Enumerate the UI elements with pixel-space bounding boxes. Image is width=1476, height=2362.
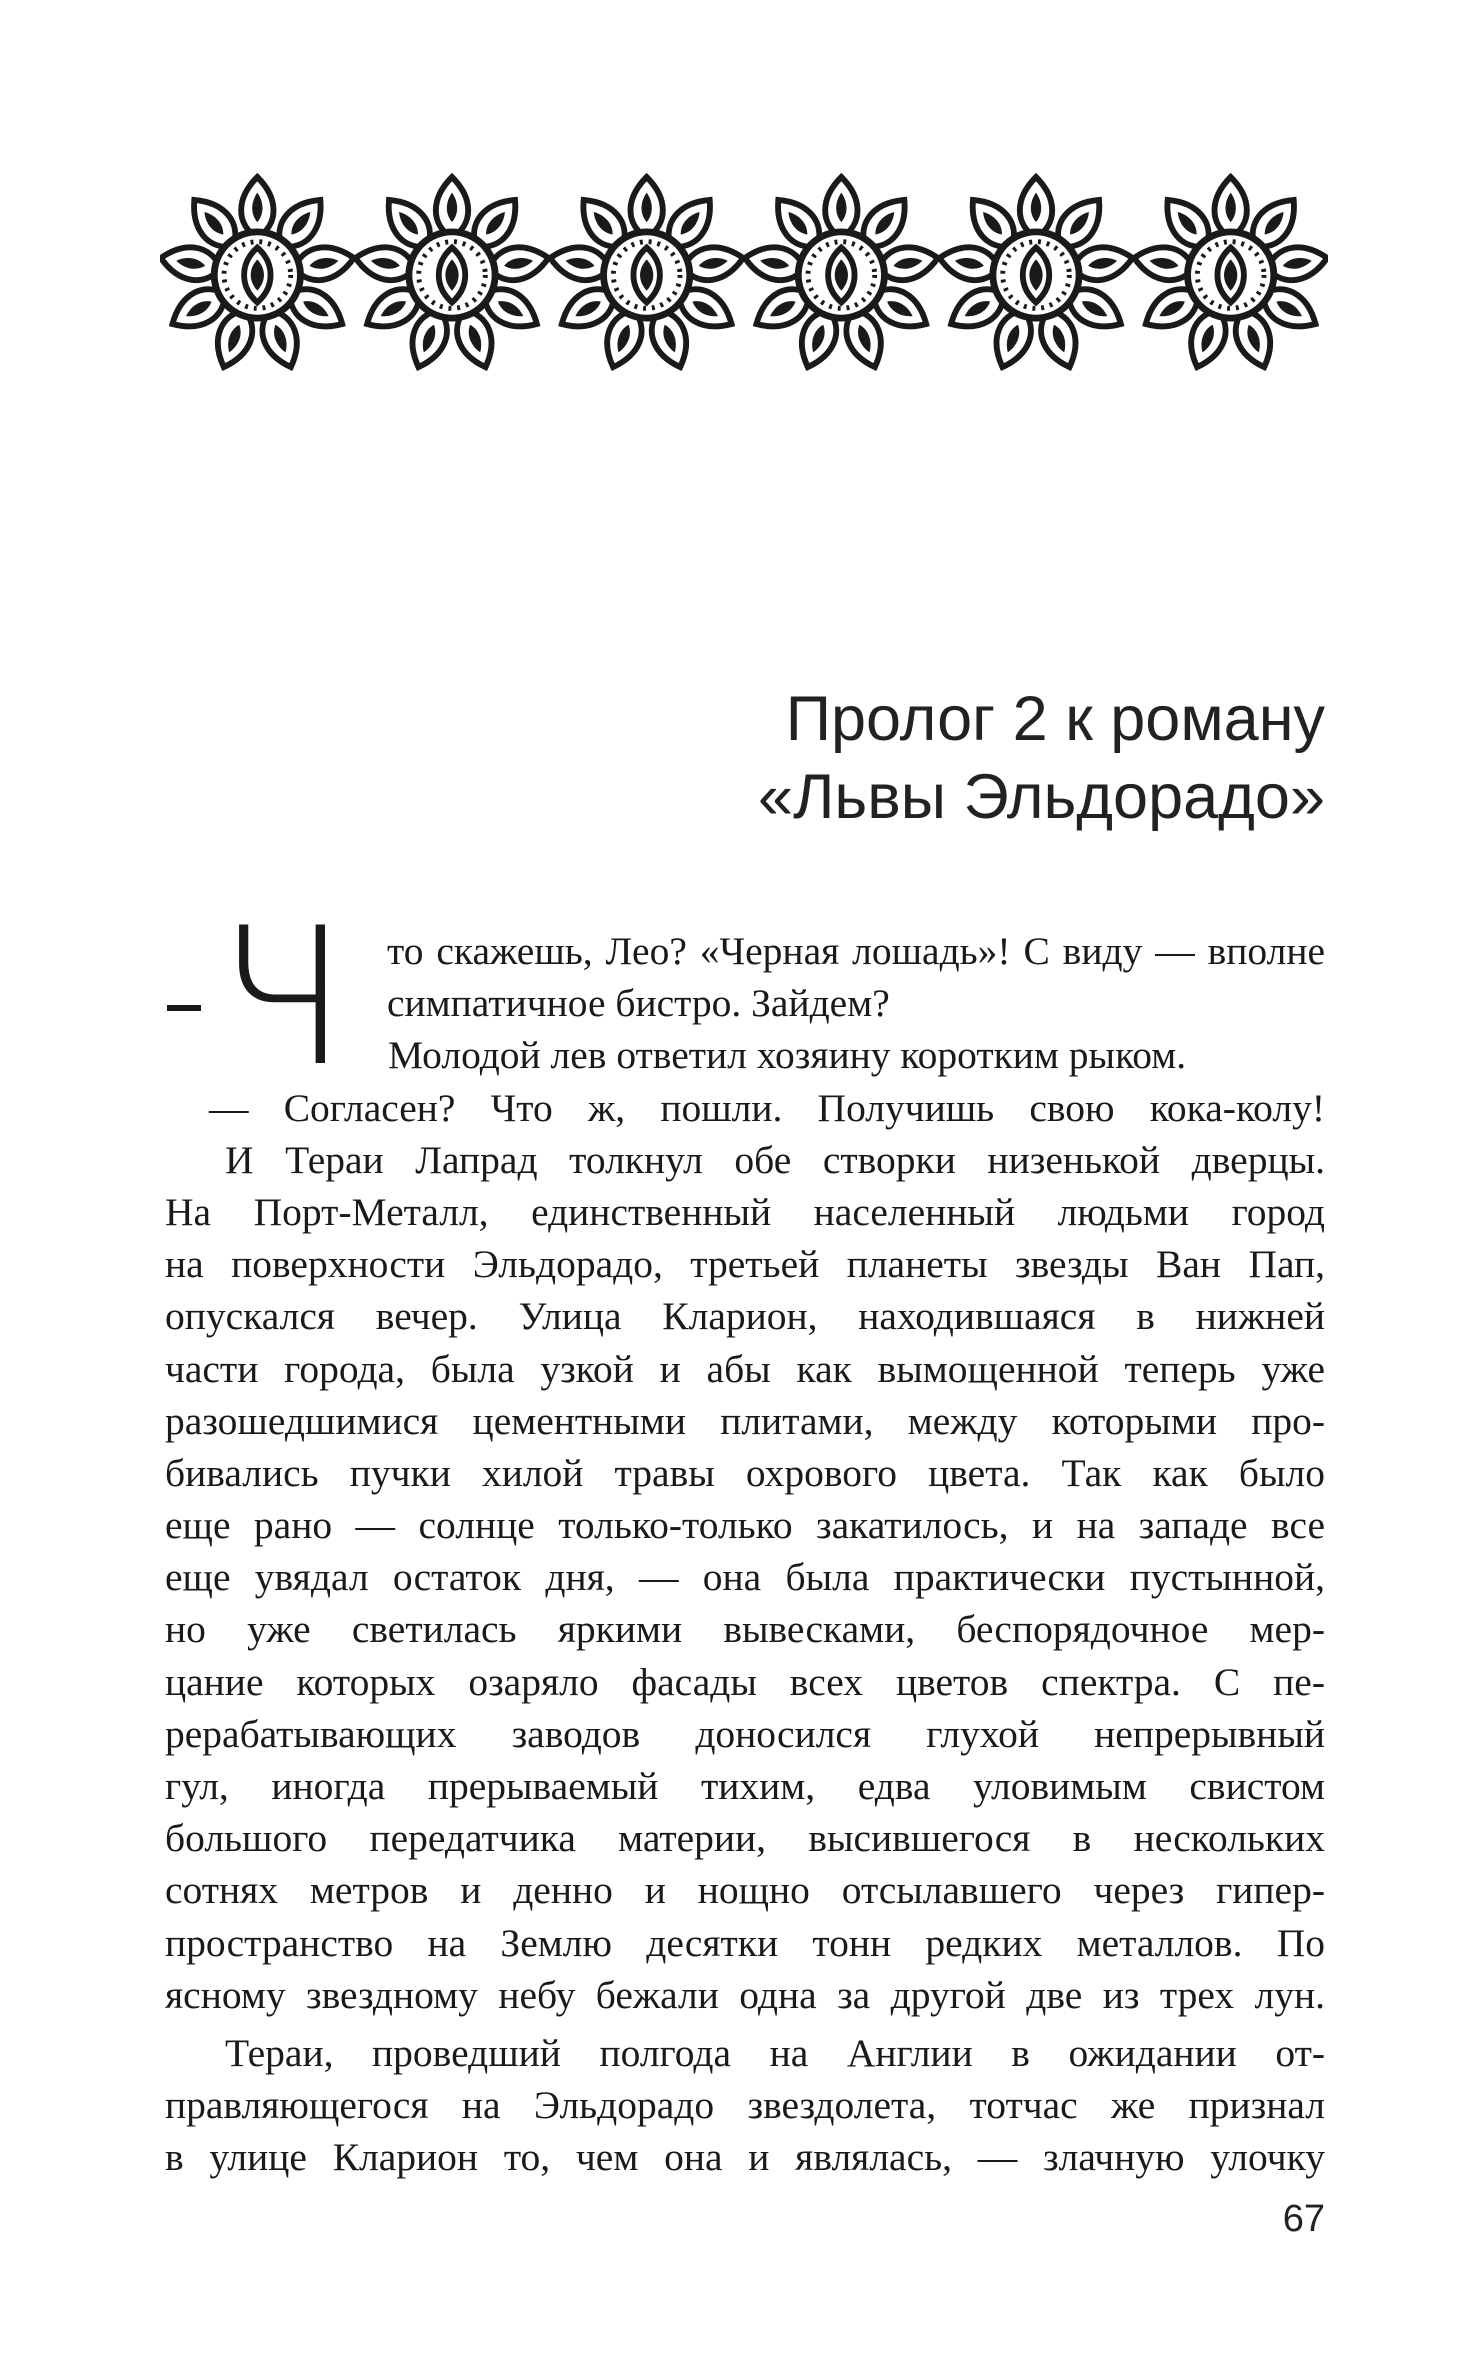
text-line: рерабатывающих заводов доносился глухой непрерывный — [165, 1711, 1325, 1756]
mandala-flower-icon — [547, 177, 746, 373]
text-line: Тераи, проведший полгода на Англии в ожидании от- — [225, 2030, 1325, 2075]
text-line: гул, иногда прерываемый тихим, едва уловимым свистом — [165, 1764, 1325, 1808]
text-line: Молодой лев ответил хозяину коротким рыком. — [388, 1033, 1187, 1078]
text-line: На Порт-Металл, единственный населенный людьми город — [165, 1189, 1325, 1234]
title-line-1: Пролог 2 к роману — [785, 684, 1325, 754]
mandala-flower-icon — [937, 177, 1136, 373]
mandala-flower-icon — [1131, 177, 1328, 373]
mandala-flower-icon — [742, 177, 941, 373]
mandala-flower-icon — [353, 177, 552, 373]
text-line: — Согласен? Что ж, пошли. Получишь свою кока-колу! — [209, 1085, 1325, 1130]
text-line: в улице Кларион то, чем она и являлась, — злачную улочку — [165, 2135, 1325, 2180]
text-line: правляющегося на Эльдорадо звездолета, тотчас же признал — [165, 2083, 1325, 2128]
text-line: бивались пучки хилой травы охрового цвета. Так как было — [165, 1450, 1325, 1495]
text-line: разошедшимися цементными плитами, между которыми про- — [165, 1398, 1325, 1443]
text-line: но уже светилась яркими вывесками, беспорядочное мер- — [165, 1607, 1325, 1652]
text-line: опускался вечер. Улица Кларион, находившаяся в нижней — [165, 1294, 1325, 1339]
page-number: 67 — [1282, 2198, 1325, 2240]
text-line: И Тераи Лапрад толкнул обе створки низенькой дверцы. — [225, 1137, 1325, 1182]
text-line: еще увядал остаток дня, — она была практически пустынной, — [165, 1555, 1325, 1600]
text-line: симпатичное бистро. Зайдем? — [387, 981, 890, 1026]
text-line: части города, была узкой и абы как вымощенной теперь уже — [165, 1346, 1325, 1391]
drop-cap-letter: Ч — [217, 887, 348, 1108]
dialogue-dash — [167, 1005, 201, 1011]
text-line: на поверхности Эльдорадо, третьей планеты звезды Ван Пап, — [165, 1242, 1325, 1287]
title-line-2: «Львы Эльдорадо» — [758, 762, 1325, 832]
text-line: большого передатчика материи, высившегося в нескольких — [165, 1816, 1325, 1861]
drop-cap — [165, 887, 365, 1108]
ornament-border — [160, 170, 1328, 380]
text-line: еще рано — солнце только-только закатилось, и на западе все — [165, 1503, 1325, 1548]
text-line: ясному звездному небу бежали одна за другой две из трех лун. — [165, 1972, 1325, 2017]
text-line: то скажешь, Лео? «Черная лошадь»! С виду — вполне — [387, 929, 1325, 973]
chapter-title — [758, 680, 1325, 836]
body-text — [165, 887, 1325, 2184]
text-line: сотнях метров и денно и нощно отсылавшего через гипер- — [165, 1868, 1325, 1913]
text-line: цание которых озаряло фасады всех цветов спектра. С пе- — [165, 1659, 1325, 1704]
mandala-flower-icon — [160, 177, 357, 373]
text-line: пространство на Землю десятки тонн редких металлов. По — [165, 1920, 1325, 1965]
